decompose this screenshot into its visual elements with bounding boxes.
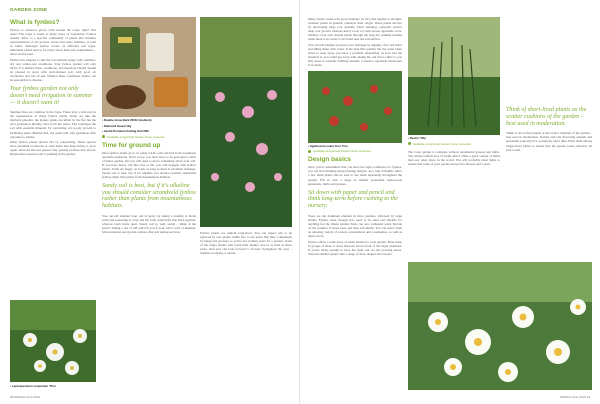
pull-quote: Your fynbos garden not only doesn't need irrigation in summer — it doesn't want it!: [10, 85, 93, 106]
heading-what-is-fynbos: What is fynbos?: [10, 19, 60, 26]
availability-note: Available at Agrimark Garden Zone nurseries.: [308, 149, 402, 153]
photo-soil-bags: [102, 17, 196, 117]
availability-note: Available at Agrimark Garden Zone nurseries.: [102, 135, 196, 139]
left-column-1: [10, 17, 96, 156]
paragraph: Many fynbos seeds wait good drainage. In fact, this applies to drought-resistant plants in general, whatever their origin. These plants survive by developing large root systems. Their stunning, open-pits protect deep root growth whereas heavy roots rot with excess agreeable roots. Shallow roots can't sustain plants through the long dry summer months when there is no water to be found near the soil surface.: [308, 17, 402, 42]
paragraph: Once you've determined that you have the right conditions for fynbos, you can start thinking about planting designs. As a rule of thumb: select a few main plants and be sure to use them repeatedly throughout the garden. Fill in with a range of smaller perennials, herbaceous perennials, bulbs and grasses.: [308, 165, 402, 186]
pull-quote: Think of short-lived plants as the scatter cushions of the garden - best used in moderation.: [506, 107, 587, 127]
leaf-icon: [308, 150, 311, 153]
paragraph: Summer fires are common in the Cape. These play a vital role in the regeneration of many fynbos plants. Some are like the mythical phoenix: the mature plants are killed by the fire but the next generation literally rises from the ashes. Fire recharges the soil with essential minerals by converting old woody growth to fertilising ashes. Besides that, the seeds will only germinate after exposure to smoke.: [10, 110, 96, 139]
caption-leptospermum: • Leptospermum scoparium 'Thm: [10, 384, 56, 388]
paragraph: Trees are the dominant element in most gardens, followed by large shrubs. Fynbos trees, though few, need to be sited and suitable for anything but the tiniest garden. Most can also withstand wind. Decide on the position of those trees and then add shrubs. You can select from an amazing variety of proteas, pincushions and conebushes, as well as many ericas.: [308, 213, 402, 239]
caption-product-3: • Aeolia Premium Potting Soil 20ltr: [102, 129, 150, 133]
paragraph: Other fynbos plants survive fire by resprouting. These species have perennial rootstocks or stem bulbs that keep living to grow again. Once the fire has passed, they quickly produce new shoots. Resprouters respond well to pruning in the garden.: [10, 139, 96, 157]
paragraph: Fynbos offers a wide array of small shrubs for your garden. Plant these in groups of three or more between and in front of the larger elements. If you're lucky enough to have the right soil, do the growing ericas. Then the smaller plants take a range of sizes, shapes and colours.: [308, 239, 402, 256]
pull-quote: Sit down with paper and pencil and think long-term before rushing to the nursery.: [308, 189, 398, 210]
right-column-2: [408, 17, 500, 166]
caption-agathosma: • Agathosma ovata 'Kon 'Fire: [308, 143, 348, 148]
paragraph: The Cape garden is complete without ornamental grasses and bulbs. The winter-rainfall area of South Africa offers a great variety of bulbs than any other place in the world. You will probably plant bulbs to ensure that some of your garden always has flowers and colour.: [408, 149, 500, 166]
section-tag: GARDEN ZONE: [10, 7, 48, 12]
left-column-2: [102, 17, 196, 234]
leaf-icon: [408, 142, 411, 145]
availability-note: Available at Agrimark Garden Zone nurseries.: [408, 142, 500, 146]
caption-product-1: • Double-Grow Bark 350ltr (medium): [102, 118, 152, 122]
page-number-left: 38 MARKet Octo 2019: [10, 395, 41, 399]
left-column-3: [200, 17, 292, 255]
photo-pink-shrub: [200, 17, 292, 227]
paragraph: You can tell whether you have poor drainage by digging a few test holes and filling them with water. If the hole fills quickly but the water takes hours to seep away, you have a problem. Depending on how bad the situation is, you could get away with raising the soil level a little or you may need to consider building mounds. Consult a reputable landscaper if in doubt.: [308, 42, 402, 67]
right-page: [300, 0, 600, 404]
page-number-right: MARKet Octo 2019 39: [559, 395, 590, 399]
photo-daisies: [408, 262, 592, 390]
right-column-3: [506, 17, 592, 152]
paragraph: Think of short-lived plants as the scatter cushions of the garden – best used in moderation. Nearby and tall, flowering annuals and perennials typically live a relatively short time. Plant them among longer-lived plants to ensure that the garden looks attractive all year round.: [506, 131, 592, 152]
photo-red-flowers: [308, 71, 402, 143]
pull-quote: Sandy soil is best, but if it's alkaline you should consider strandveld fynbos rather than plants from mountainous habitats.: [102, 182, 196, 210]
paragraph: Most fynbos plants grow in sandy acidic soils derived from weathered quartzite sandstone. Don't worry, you don't have to be geologist to have a fynbos garden, but you will need to know something about your soil. If you have heavy soil like clay or silt, you will struggle with fynbos plants. Some are happy on loam, as long as there is excellent drainage. Sandy soil is best, but if it's alkaline you should consider strandveld fynbos rather than plants from mountainous habitats.: [102, 150, 196, 179]
paragraph: You can tell whether your soil is heavy by taking a handful of moist earth and squeezing it. Clay and silt form solid blobs that hold together, whereas loam holds apart. Sandy soil is, well, sandy – think of the beach. Taking a test of pH will tell you if your soil is acid or alkaline. Most nurseries and garden centres offer soil testing services.: [102, 214, 196, 235]
leaf-icon: [102, 135, 105, 138]
caption-restio: • Restio 'Tilly': [408, 136, 427, 140]
paragraph: Fynbos has adapted to suit the low-nutrient sandy soils, summer-dry and winter-wet conditions. Your fynbos garden will only thrive if it mimics these conditions, and therefore ideally should be planted in spots with well-drained soil, with good air circulation and lots of sun. Without these conditions fynbos can be susceptible to disease.: [10, 57, 96, 82]
photo-white-flowers: [10, 300, 96, 382]
heading-ground-up: Time for ground up: [102, 141, 161, 149]
paragraph: Fynbos plants are seldom long-lived. You can expect pin to be replaced by new plants within five to ten years. But they compensate by being fast growers so you're not waiting years for a garden. Some of the larger shrubs will reach their mature size in as little as three years. And you can look forward to flowers throughout the year – whether in spring or winter.: [200, 231, 292, 256]
caption-product-2: • Diamond Guard 1kg: [102, 123, 132, 128]
paragraph: Fynbos is whatever grows wild around the Cape, right? Not quite! The Cape is home to many types of vegetation. Fynbos usually refers to a specific community of plants that includes representatives of the proteas, ericas and restio families, as well as bulbs. Although fynbos occurs on different soil types, individual plants tend to be picky about their soil requirements – more on that later.: [10, 28, 96, 57]
heading-design-basics: Design basics: [308, 156, 351, 164]
left-bottom: [10, 383, 200, 389]
photo-restio: [408, 17, 500, 135]
right-column-1: [308, 17, 402, 256]
